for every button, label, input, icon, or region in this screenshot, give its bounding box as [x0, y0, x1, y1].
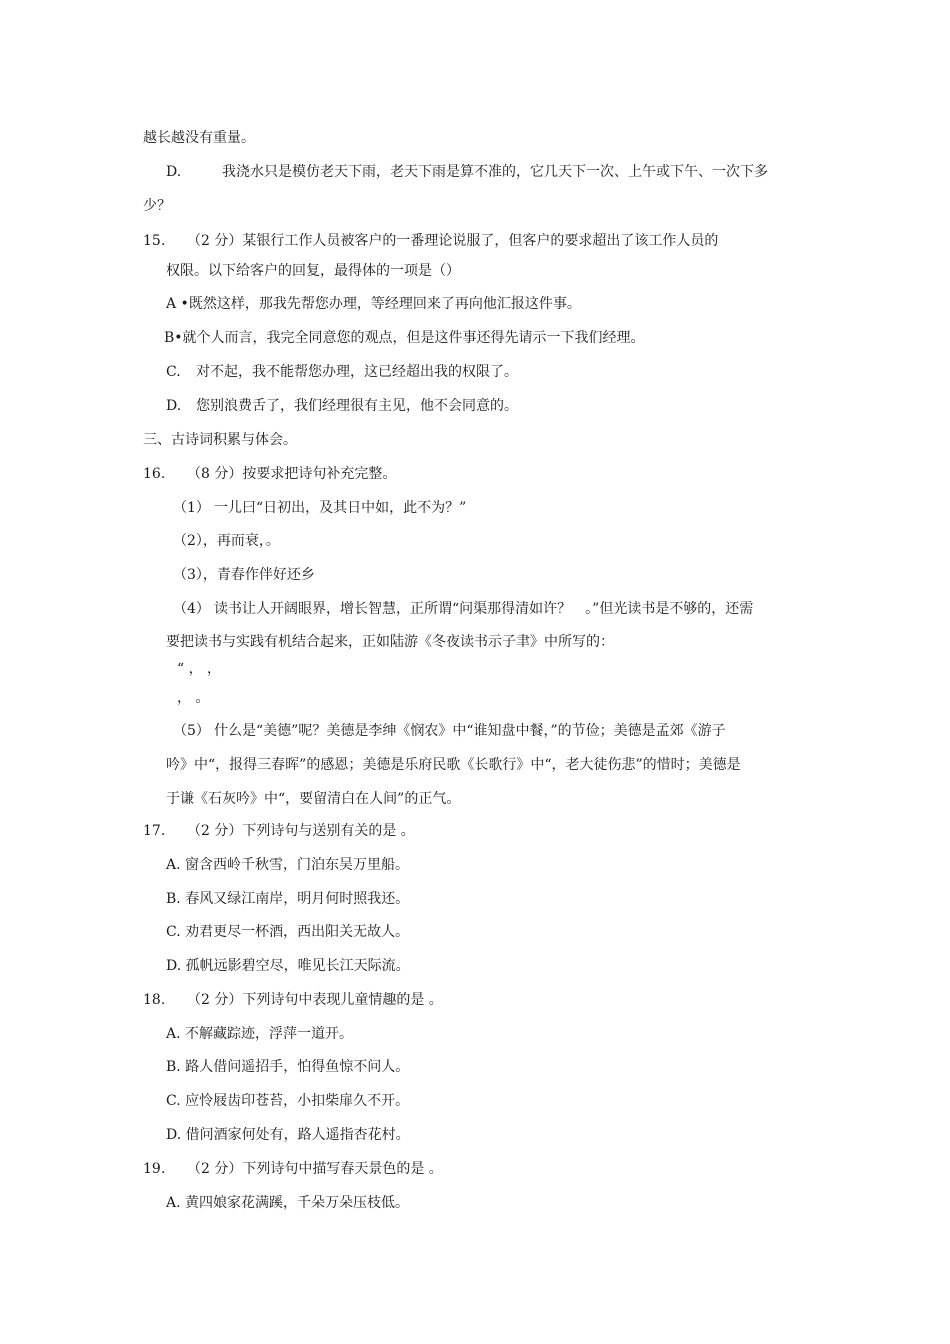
option-label: D. [166, 164, 182, 180]
option-text: 我浇水只是模仿老天下雨，老天下雨是算不准的，它几天下一次、上午或下午、一次下多 [222, 164, 768, 180]
question-number: 17. [143, 823, 166, 839]
option-line: B•就个人而言，我完全同意您的观点，但是这件事还得先请示一下我们经理。 [164, 330, 645, 346]
sub-item-text: 一儿曰“日初出，及其日中如，此不为？” [214, 500, 467, 516]
question-text: （8 分）按要求把诗句补充完整。 [187, 466, 397, 482]
question-text: （2 分）某银行工作人员被客户的一番理论说服了，但客户的要求超出了该工作人员的 [187, 233, 719, 249]
option-line: D. 孤帆远影碧空尽，唯见长江天际流。 [166, 958, 410, 974]
sub-item-text: 什么是“美德”呢？美德是李绅《悯农》中“谁知盘中餐，”的节俭；美德是孟郊《游子 [214, 723, 726, 739]
question-number: 19. [143, 1161, 166, 1177]
sub-item: （3），青春作伴好还乡 [173, 567, 315, 583]
question-number: 18. [143, 992, 166, 1008]
sub-item-text: 读书让人开阔眼界，增长智慧，正所谓“问渠那得清如许？ 。”但光读书是不够的，还需 [214, 601, 754, 617]
question-number: 16. [143, 466, 166, 482]
text-line: 越长越没有重量。 [143, 130, 255, 146]
option-text: 对不起，我不能帮您办理，这已经超出我的权限了。 [196, 364, 518, 380]
sub-item-text: 于谦《石灰吟》中“，要留清白在人间”的正气。 [166, 791, 461, 807]
sub-item-text: 吟》中“，报得三春晖”的感恩；美德是乐府民歌《长歌行》中“，老大徒伤悲”的惜时；美德是 [166, 757, 741, 773]
option-line: D. 借问酒家何处有，路人遥指杏花村。 [166, 1127, 410, 1143]
question-text: （2 分）下列诗句中表现儿童情趣的是 。 [187, 992, 443, 1008]
question-text: 权限。以下给客户的回复，最得体的一项是（） [166, 263, 460, 279]
section-heading: 三、古诗词积累与体会。 [143, 432, 297, 448]
question-text: （2 分）下列诗句中描写春天景色的是 。 [187, 1161, 443, 1177]
question-text: （2 分）下列诗句与送别有关的是 。 [187, 823, 415, 839]
sub-item-label: （5） [173, 723, 210, 739]
blank-line: “ ， ， [177, 661, 222, 677]
option-text: 您别浪费舌了，我们经理很有主见，他不会同意的。 [196, 398, 518, 414]
sub-item: （2），再而衰，。 [173, 533, 280, 549]
option-line: C. 应怜屐齿印苍苔，小扣柴扉久不开。 [166, 1093, 410, 1109]
sub-item-text: 要把读书与实践有机结合起来，正如陆游《冬夜读书示子聿》中所写的： [166, 634, 614, 650]
sub-item-label: （1） [173, 500, 210, 516]
option-label: C. [166, 364, 181, 380]
option-line: B. 路人借问遥招手，怕得鱼惊不问人。 [166, 1059, 410, 1075]
option-line: A. 窗含西岭千秋雪，门泊东吴万里船。 [166, 857, 410, 873]
option-line: A. 黄四娘家花满蹊，千朵万朵压枝低。 [166, 1195, 410, 1211]
option-line: A. 不解藏踪迹，浮萍一道开。 [166, 1026, 354, 1042]
option-line: C. 劝君更尽一杯酒，西出阳关无故人。 [166, 924, 410, 940]
text-line: 少？ [143, 198, 171, 214]
question-number: 15. [143, 233, 166, 249]
sub-item-label: （4） [173, 601, 210, 617]
option-label: D. [166, 398, 182, 414]
option-line: A •既然这样，那我先帮您办理，等经理回来了再向他汇报这件事。 [166, 296, 581, 312]
blank-line: ， 。 [177, 690, 210, 706]
option-line: B. 春风又绿江南岸，明月何时照我还。 [166, 891, 410, 907]
